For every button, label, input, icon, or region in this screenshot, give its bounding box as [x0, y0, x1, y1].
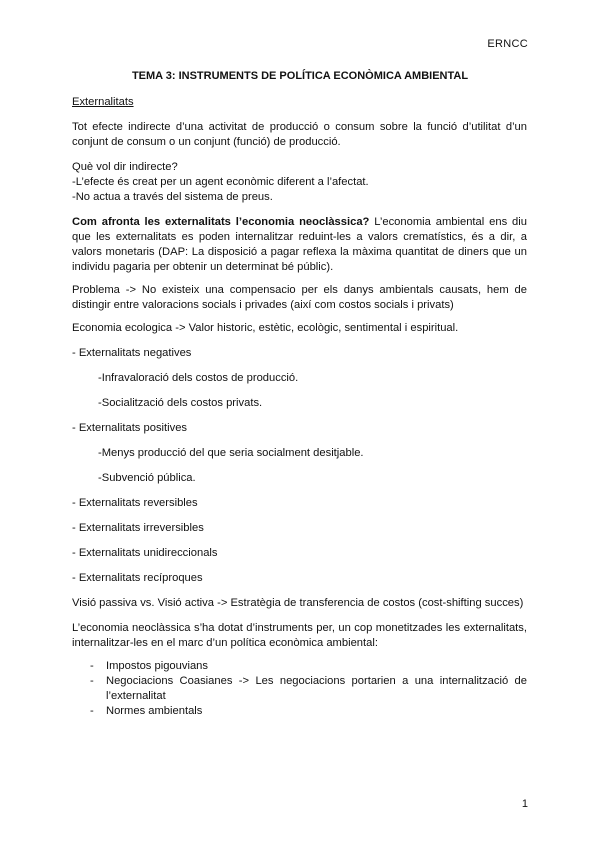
list-positive-item-1: -Menys producció del que seria socialment desitjable. [98, 447, 364, 459]
list-reversible: - Externalitats reversibles [72, 497, 198, 509]
list-negative: - Externalitats negatives [72, 347, 192, 359]
document-body [72, 95, 527, 719]
list-negative-item-1: -Infravaloració dels costos de producció. [98, 372, 299, 384]
bold-question: Com afronta les externalitats l’economia neoclàssica? [72, 216, 370, 228]
list-negative-item-2: -Socialització dels costos privats. [98, 397, 263, 409]
list-item: - Negociacions Coasianes -> Les negociacions portarien a una internalització de l’externalitat [72, 674, 527, 704]
list-reciprocal: - Externalitats recíproques [72, 572, 203, 584]
answer-line-1: -L’efecte és creat per un agent econòmic diferent a l’afectat. [72, 176, 369, 188]
page-title: TEMA 3: INSTRUMENTS DE POLÍTICA ECONÒMICA AMBIENTAL [131, 70, 469, 82]
list-positive: - Externalitats positives [72, 422, 188, 434]
paragraph-problem: Problema -> No existeix una compensacio per els danys ambientals causats, hem de distingir entre valoracions socials i privades (així com costos socials i privats) [72, 284, 527, 311]
list-item: - Normes ambientals [72, 704, 527, 719]
section-heading: Externalitats [72, 96, 134, 108]
list-unidirectional: - Externalitats unidireccionals [72, 547, 218, 559]
paragraph-definition: Tot efecte indirecte d’una activitat de producció o consum sobre la funció d’utilitat d’un conjunt de consum o un conjunt (funció) de producció. [72, 121, 527, 148]
page-header: ERNCC [487, 38, 528, 50]
question-line: Què vol dir indirecte? [72, 161, 178, 173]
paragraph-instruments: L’economia neoclàssica s’ha dotat d’instruments per, un cop monetitzades les externalitats, internalitzar-les en el marc d’un política econòmica ambiental: [72, 622, 527, 649]
answer-line-2: -No actua a través del sistema de preus. [72, 191, 273, 203]
instrument-list [72, 659, 527, 719]
paragraph-passive-active: Visió passiva vs. Visió activa -> Estratègia de transferencia de costos (cost-shifting succes) [72, 597, 524, 609]
paragraph-neoclassical [72, 215, 527, 275]
list-item: - Impostos pigouvians [72, 659, 527, 674]
paragraph-ecological: Economia ecologica -> Valor historic, estètic, ecològic, sentimental i espiritual. [72, 322, 459, 334]
paragraph-neoclassical-text: L’economia ambiental ens diu que les externalitats es poden internalitzar reduint-les a valors crematístics, és a dir, a valors monetaris (DAP: La disposició a pagar reflexa la màxima quantitat de diners que un individu pagaria per obtenir un determinat bé públic). [72, 216, 527, 273]
list-irreversible: - Externalitats irreversibles [72, 522, 204, 534]
list-positive-item-2: -Subvenció pública. [98, 472, 196, 484]
page-number: 1 [521, 798, 528, 810]
